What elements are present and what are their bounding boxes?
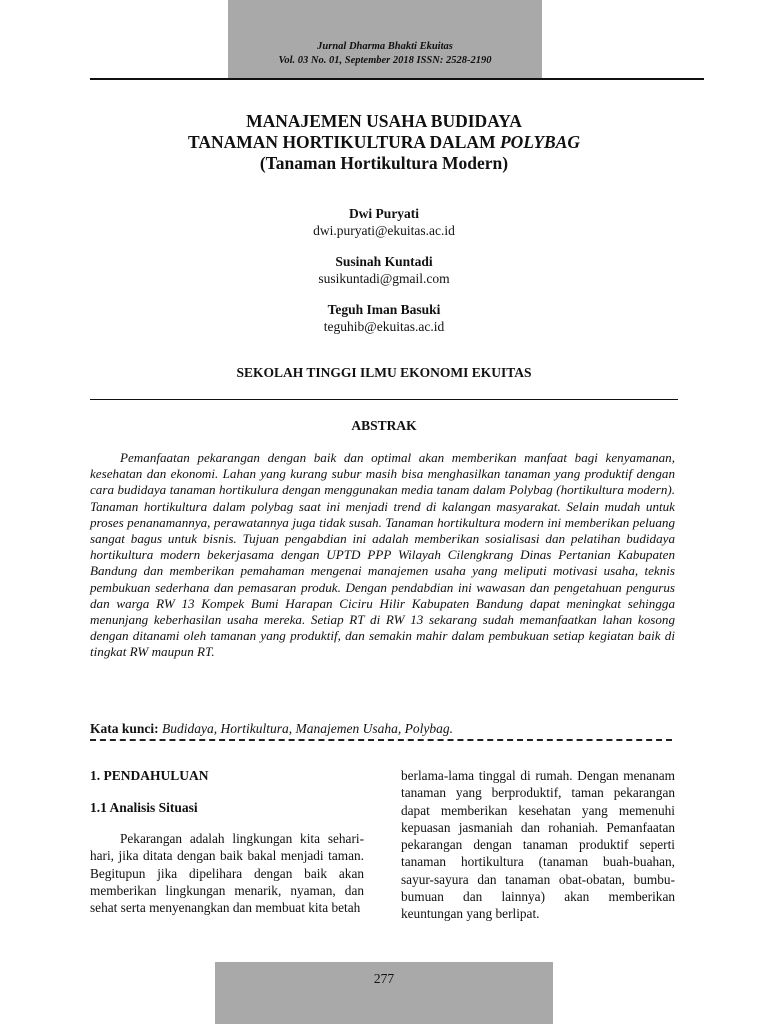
- affiliation: SEKOLAH TINGGI ILMU EKONOMI EKUITAS: [236, 365, 532, 380]
- author-email: susikuntadi@gmail.com: [318, 271, 450, 286]
- journal-header: [228, 40, 542, 68]
- body-left-column: Pekarangan adalah lingkungan kita sehari-hari, jika ditata dengan baik bakal menjadi taman. Begitupun jika dipelihara dengan baik akan memberikan lingkungan menarik, nyaman, dan sehat serta menyenangkan dan membuat kita betah: [90, 831, 364, 916]
- author-email: teguhib@ekuitas.ac.id: [323, 319, 445, 334]
- journal-volume: Vol. 03 No. 01, September 2018 ISSN: 2528-2190: [278, 55, 492, 66]
- affiliation-rule: [90, 399, 678, 400]
- abstract-text: Pemanfaatan pekarangan dengan baik dan optimal akan memberikan manfaat bagi kenyamanan, kesehatan dan ekonomi. Lahan yang kurang subur masih bisa menghasilkan tanaman yang produktif dengan cara budidaya tanaman hortikulura dengan menggunakan media tanam dalam Polybag (hortikultura modern). Tanaman hortikultura dalam polybag saat ini menjadi trend di kalangan masyarakat. Selain mudah untuk proses penanamannya, perawatannya juga tidak susah. Tanaman hortikultura modern ini memberikan peluang sangat bagus untuk bisnis. Tujuan pengabdian ini adalah memberikan sosialisasi dan pelatihan budidaya hortikultura modern bekerjasama dengan UPTD PPP Wilayah Cilengkrang Dinas Pertanian Kabupaten Bandung dan memberikan pemahaman mengenai manajemen usaha yang meliputi motivasi usaha, teknis pembukuan sederhana dan pemasaran produk. Dengan pendabdian ini wawasan dan pengetahuan pengurus dan warga RW 13 Kompek Bumi Harapan Ciciru Hilir Kabupaten Bandung dapat meningkat sehingga menunjang keberhasilan usaha mereka. Setiap RT di RW 13 sekarang sudah memanfaatkan lahan kosong dengan ditanami oleh tamanan yang produktif, dan semakin mahir dalam pembukuan setiap kegiatan baik di tingkat RW maupun RT.: [90, 450, 675, 660]
- header-rule: [90, 78, 704, 80]
- subsection-heading: 1.1 Analisis Situasi: [90, 800, 198, 815]
- keywords: [90, 720, 678, 737]
- title-line-3: (Tanaman Hortikultura Modern): [259, 153, 509, 173]
- body-right-column: berlama-lama tinggal di rumah. Dengan menanam tanaman yang berproduktif, taman pekarangan dapat memberikan kesehatan yang memenuhi kepuasan jasmaniah dan rohaniah. Pemanfaatan pekarangan dengan tanaman produktif seperti tanaman hortikultura (tanaman buah-buahan, sayur-sayura dan tanaman obat-obatan, bumbu-bumuan dan lainnya) akan memberikan keuntungan yang berlipat.: [401, 768, 675, 922]
- author-name: Teguh Iman Basuki: [327, 302, 441, 317]
- keywords-label: Kata kunci:: [90, 721, 159, 736]
- paper-title: [90, 111, 678, 174]
- section-heading: 1. PENDAHULUAN: [90, 768, 209, 783]
- title-line-2: [90, 132, 678, 153]
- author-1: [90, 205, 678, 239]
- author-name: Susinah Kuntadi: [335, 254, 433, 269]
- dashed-divider: [90, 739, 672, 741]
- title-line-2-text: TANAMAN HORTIKULTURA DALAM: [187, 132, 500, 152]
- title-line-2-italic: POLYBAG: [499, 132, 581, 152]
- keywords-values: Budidaya, Hortikultura, Manajemen Usaha, Polybag.: [162, 721, 453, 736]
- author-name: Dwi Puryati: [348, 206, 420, 221]
- author-3: [90, 301, 678, 335]
- title-line-1: MANAJEMEN USAHA BUDIDAYA: [246, 111, 522, 131]
- author-email: dwi.puryati@ekuitas.ac.id: [313, 223, 455, 238]
- author-2: [90, 253, 678, 287]
- page-number: 277: [373, 971, 395, 986]
- abstract-heading: ABSTRAK: [351, 418, 417, 433]
- journal-name: Jurnal Dharma Bhakti Ekuitas: [317, 41, 453, 52]
